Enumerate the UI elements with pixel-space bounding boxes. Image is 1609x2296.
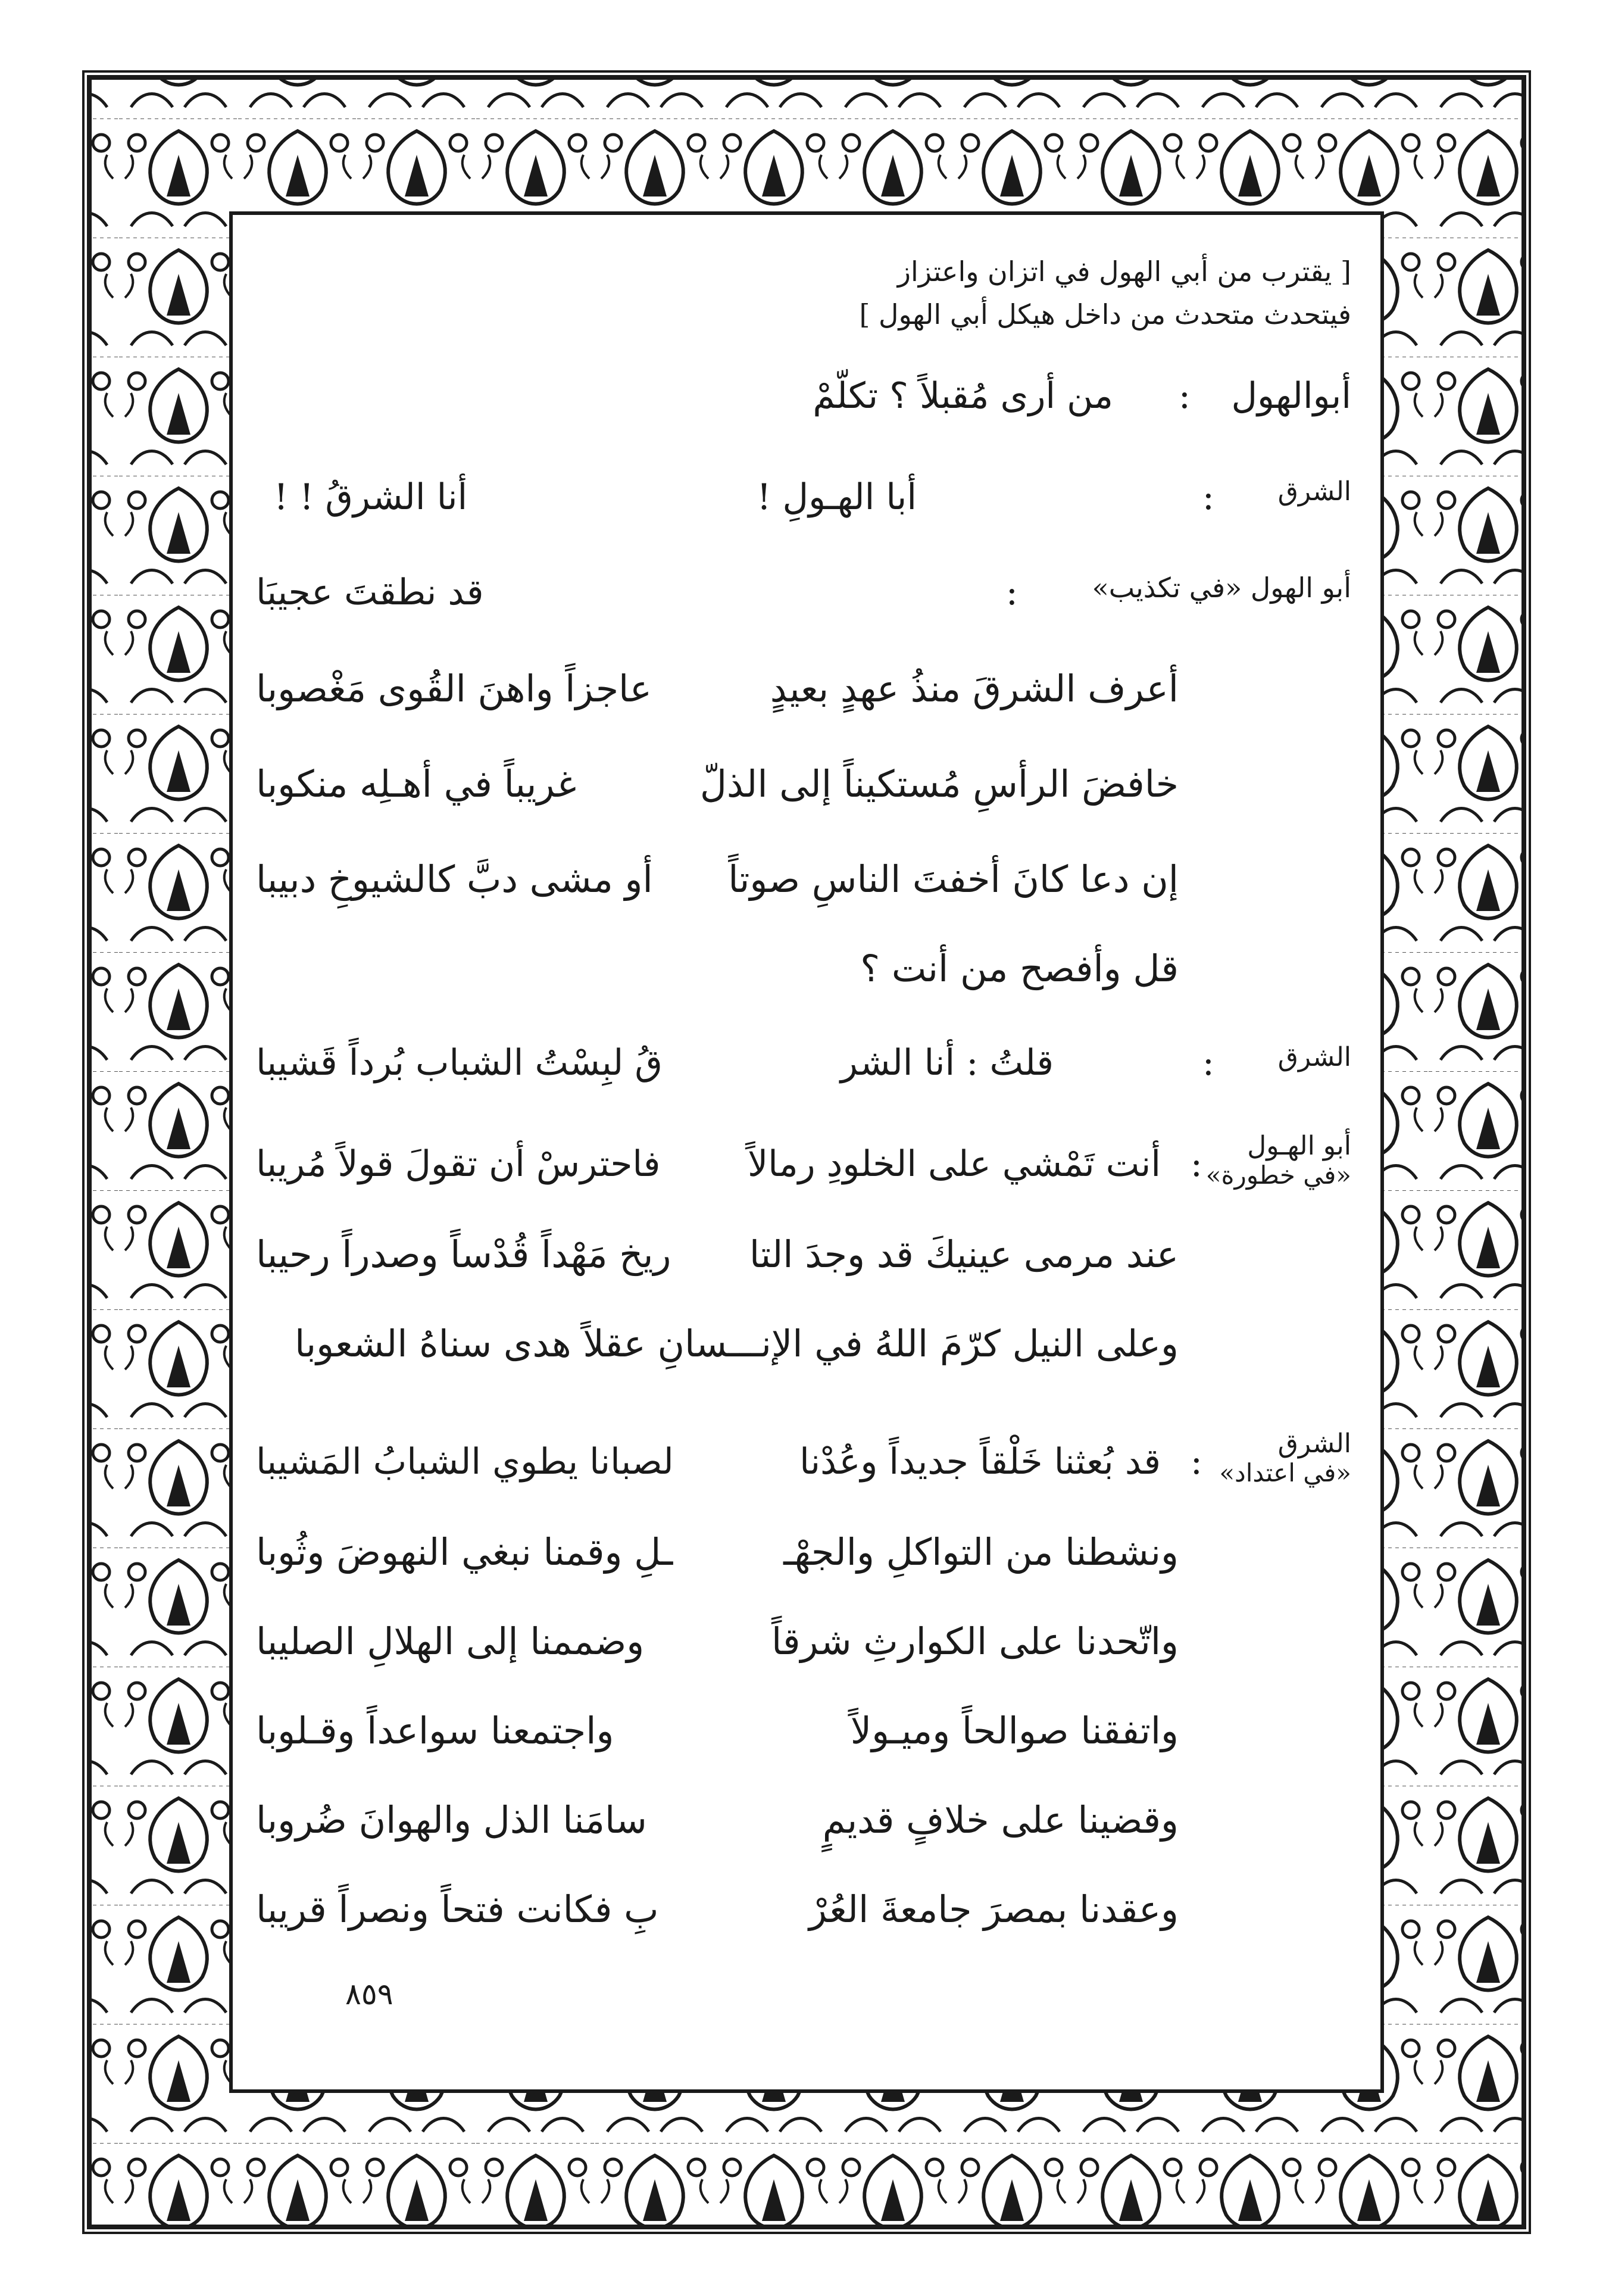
verse-second-half: وضممنا إلى الهلالِ الصليبا [256,1620,645,1663]
exchange-6 [256,1429,1351,1512]
verse-full-line: وعلى النيل كرّمَ اللهُ في الإنـــسانِ عقلاً هدى سناهُ الشعوبا [294,1322,1179,1365]
verse-first-half: وعقدنا بمصرَ جامعةَ العُرْ [809,1888,1179,1931]
dialogue-line-a: أنت تَمْشي على الخلودِ رمالاً [747,1143,1161,1185]
verse [256,1888,1179,1953]
verse-second-half: ريخ مَهْداً قُدْساً وصدراً رحيبا [256,1233,671,1276]
verse [256,1322,1179,1387]
dialogue-line-a: أبا الهـولِ ! [757,476,917,518]
speaker-note: «في خطورة» [1205,1161,1351,1190]
verse [256,667,1179,732]
verse-second-half: سامَنا الذل والهوانَ ضُروبا [256,1798,647,1842]
stage-line-1: [ يقترب من أبي الهول في اتزان واعتزاز [897,255,1351,288]
verse-first-half: ونشطنا من التواكلِ والجهْـ [783,1530,1179,1574]
speaker-name: أبو الهول «في تكذيب» [1092,572,1351,604]
verse-second-half: ـلِ وقمنا نبغي النهوضَ وثُوبا [256,1530,673,1574]
verse-first-half: قل وأفصح من أنت ؟ [860,947,1179,990]
verse-second-half: عاجزاً واهنَ القُوى مَغْصوبا [256,667,652,710]
speaker-name: الشرق [1277,1042,1351,1072]
dialogue-line-b: قُ لبِسْتُ الشباب بُرداً قَشيبا [256,1042,663,1084]
speaker-note: «في اعتداد» [1219,1458,1351,1487]
exchange-2 [256,476,1351,542]
speaker-colon: : [1178,375,1191,417]
verse-second-half: واجتمعنا سواعداً وقـلوبا [256,1709,614,1752]
verse-first-half: وقضينا على خلافٍ قديمٍ [822,1798,1179,1842]
verse-first-half: واتّحدنا على الكوارثِ شرقاً [771,1620,1179,1663]
dialogue-line: من أرى مُقبلاً ؟ تكلّمْ [813,375,1113,417]
speaker-name [1206,1131,1351,1190]
verse-first-half: عند مرمى عينيكَ قد وجدَ التا [749,1233,1179,1276]
exchange-1 [256,375,1351,441]
dialogue-line-b: لصبانا يطوي الشبابُ المَشيبا [256,1441,674,1483]
speaker-label: أبو الهـول [1247,1131,1351,1161]
page-content [250,238,1369,2072]
stage-line-2: فيتحدث متحدث من داخل هيكل أبي الهول ] [859,298,1351,330]
verse-first-half: إن دعا كانَ أخفتَ الناسِ صوتاً [728,857,1179,901]
speaker-name [1219,1429,1351,1487]
speaker-label: الشرق [1277,1428,1351,1459]
verse [256,762,1179,828]
verse [256,1530,1179,1596]
page-number: ٨٥٩ [345,1977,393,2011]
verse [256,1709,1179,1774]
exchange-3 [256,572,1351,637]
verse-first-half: أعرف الشرقَ منذُ عهدٍ بعيدٍ [770,667,1179,710]
dialogue-line: قد نطقتَ عجيبَا [256,572,484,613]
exchange-4 [256,1042,1351,1108]
dialogue-line-b: فاحترسْ أن تقولَ قولاً مُريبا [256,1143,661,1185]
verse [256,1620,1179,1685]
speaker-colon: : [1190,1441,1202,1483]
dialogue-line-a: قلتُ : أنا الشر [840,1042,1054,1084]
verse [256,1798,1179,1864]
verse-first-half: واتفقنا صوالحاً وميـولاً [850,1709,1179,1752]
speaker-colon: : [1202,1042,1214,1084]
dialogue-line-b: أنا الشرقُ ! ! [274,476,468,518]
speaker-colon: : [1202,476,1214,518]
speaker-name: أبوالهول [1231,375,1351,417]
verse-first-half: خافضَ الرأسِ مُستكيناً إلى الذلّ [699,762,1179,806]
verse [256,1233,1179,1298]
speaker-colon: : [1005,572,1018,613]
exchange-5 [256,1131,1351,1215]
speaker-name: الشرق [1277,476,1351,507]
verse [256,947,1179,1012]
verse [256,857,1179,923]
verse-second-half: بِ فكانت فتحاً ونصراً قريبا [256,1888,659,1931]
verse-second-half: غريباً في أهـلِه منكوبا [256,762,577,806]
verse-second-half: أو مشى دبَّ كالشيوخِ دبيبا [256,857,653,901]
stage-direction [256,250,1351,336]
speaker-colon: : [1190,1143,1202,1185]
dialogue-line-a: قد بُعثنا خَلْقاً جديداً وعُدْنا [799,1441,1161,1483]
